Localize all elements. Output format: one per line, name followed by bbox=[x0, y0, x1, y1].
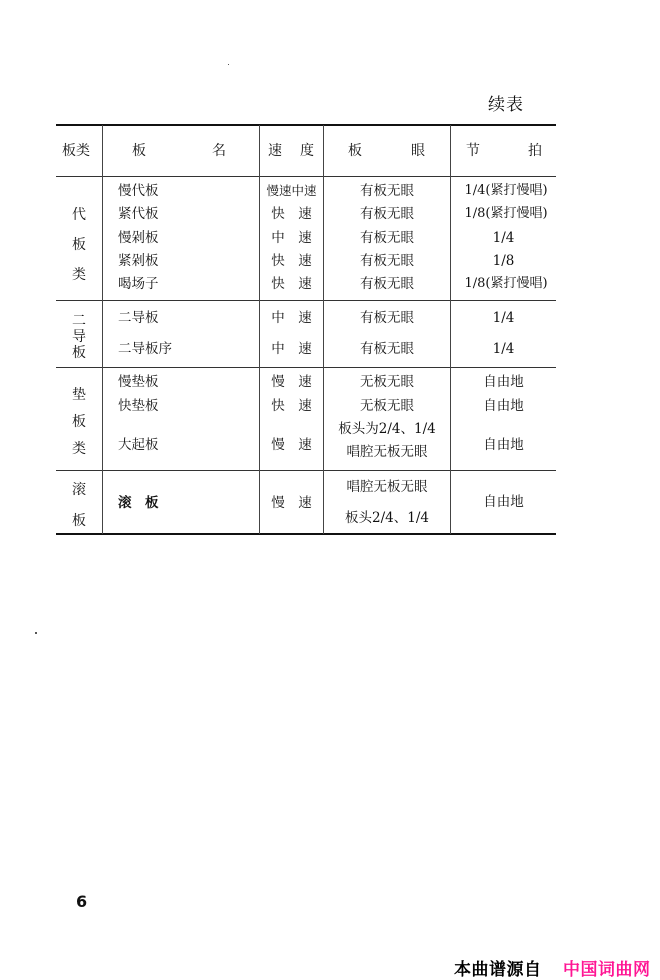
category-char: 二 bbox=[72, 313, 86, 329]
cell-eye-line2: 唱腔无板无眼 bbox=[346, 444, 428, 460]
category-char: 滚 bbox=[72, 482, 86, 498]
cell-beat: 1/4 bbox=[492, 230, 515, 246]
cell-eye-line2: 板头2/4、1/4 bbox=[345, 510, 429, 526]
cell-name: 大起板 bbox=[118, 437, 159, 453]
category-char: 垫 bbox=[72, 387, 86, 403]
cell-speed: 中 速 bbox=[271, 341, 312, 357]
cell-name: 紧代板 bbox=[118, 206, 159, 222]
category-char: 类 bbox=[72, 267, 86, 283]
cell-name: 喝场子 bbox=[118, 276, 159, 292]
cell-name: 慢代板 bbox=[118, 183, 159, 199]
category-char: 代 bbox=[72, 207, 86, 223]
cell-name: 紧剁板 bbox=[118, 253, 159, 269]
scan-speck bbox=[228, 64, 229, 65]
cell-name: 快垫板 bbox=[118, 398, 159, 414]
cell-speed: 慢 速 bbox=[271, 374, 312, 390]
watermark-prefix: 本曲谱源自 bbox=[454, 960, 542, 980]
cell-beat: 自由地 bbox=[483, 374, 524, 390]
table-bottom-rule bbox=[56, 533, 556, 535]
category-char: 板 bbox=[72, 345, 86, 361]
cell-eye: 无板无眼 bbox=[360, 374, 414, 390]
cell-speed: 中 速 bbox=[271, 310, 312, 326]
cell-speed: 快 速 bbox=[271, 206, 312, 222]
header-category: 板类 bbox=[62, 143, 90, 159]
cell-eye-line1: 唱腔无板无眼 bbox=[346, 479, 428, 495]
scan-speck bbox=[35, 632, 37, 634]
group-divider-2 bbox=[56, 367, 556, 368]
col-divider-1 bbox=[102, 125, 103, 534]
cell-beat: 1/8(紧打慢唱) bbox=[464, 276, 548, 291]
cell-beat: 自由地 bbox=[483, 398, 524, 414]
cell-beat: 1/8(紧打慢唱) bbox=[464, 206, 548, 221]
cell-name: 二导板序 bbox=[118, 341, 172, 357]
cell-eye: 无板无眼 bbox=[360, 398, 414, 414]
cell-beat: 1/4 bbox=[492, 341, 515, 357]
header-name-right: 名 bbox=[212, 143, 226, 159]
cell-speed: 慢 速 bbox=[271, 495, 312, 511]
header-speed-left: 速 bbox=[268, 143, 282, 159]
category-char: 板 bbox=[72, 414, 86, 430]
cell-beat: 1/8 bbox=[492, 253, 515, 269]
cell-speed: 慢速中速 bbox=[266, 183, 317, 198]
cell-speed: 慢 速 bbox=[271, 437, 312, 453]
header-beat-left: 节 bbox=[466, 143, 480, 159]
cell-eye: 有板无眼 bbox=[360, 276, 414, 292]
cell-eye: 有板无眼 bbox=[360, 310, 414, 326]
cell-eye: 有板无眼 bbox=[360, 183, 414, 199]
header-eye-left: 板 bbox=[348, 143, 362, 159]
header-beat-right: 拍 bbox=[528, 143, 542, 159]
header-eye-right: 眼 bbox=[411, 143, 425, 159]
cell-speed: 快 速 bbox=[271, 276, 312, 292]
cell-speed: 快 速 bbox=[271, 253, 312, 269]
cell-name: 慢剁板 bbox=[118, 230, 159, 246]
cell-name: 二导板 bbox=[118, 310, 159, 326]
cell-eye: 有板无眼 bbox=[360, 206, 414, 222]
category-char: 导 bbox=[72, 329, 86, 345]
cell-eye: 有板无眼 bbox=[360, 341, 414, 357]
continued-table-label: 续表 bbox=[488, 95, 524, 115]
header-speed-right: 度 bbox=[300, 143, 314, 159]
cell-name: 慢垫板 bbox=[118, 374, 159, 390]
header-name-left: 板 bbox=[132, 143, 146, 159]
table-top-rule bbox=[56, 124, 556, 126]
category-char: 板 bbox=[72, 237, 86, 253]
category-char: 类 bbox=[72, 441, 86, 457]
cell-eye: 有板无眼 bbox=[360, 230, 414, 246]
header-bottom-rule bbox=[56, 176, 556, 177]
group-divider-1 bbox=[56, 300, 556, 301]
watermark-site-link[interactable]: 中国词曲网 bbox=[563, 960, 651, 980]
cell-beat: 1/4(紧打慢唱) bbox=[464, 183, 548, 198]
cell-speed: 中 速 bbox=[271, 230, 312, 246]
cell-beat: 1/4 bbox=[492, 310, 515, 326]
cell-speed: 快 速 bbox=[271, 398, 312, 414]
cell-eye-line1: 板头为2/4、1/4 bbox=[338, 421, 436, 437]
page-number: 6 bbox=[76, 892, 88, 911]
cell-beat: 自由地 bbox=[483, 437, 524, 453]
cell-eye: 有板无眼 bbox=[360, 253, 414, 269]
cell-beat: 自由地 bbox=[483, 494, 524, 510]
group-divider-3 bbox=[56, 470, 556, 471]
category-char: 板 bbox=[72, 513, 86, 529]
cell-name: 滚 板 bbox=[118, 495, 159, 511]
